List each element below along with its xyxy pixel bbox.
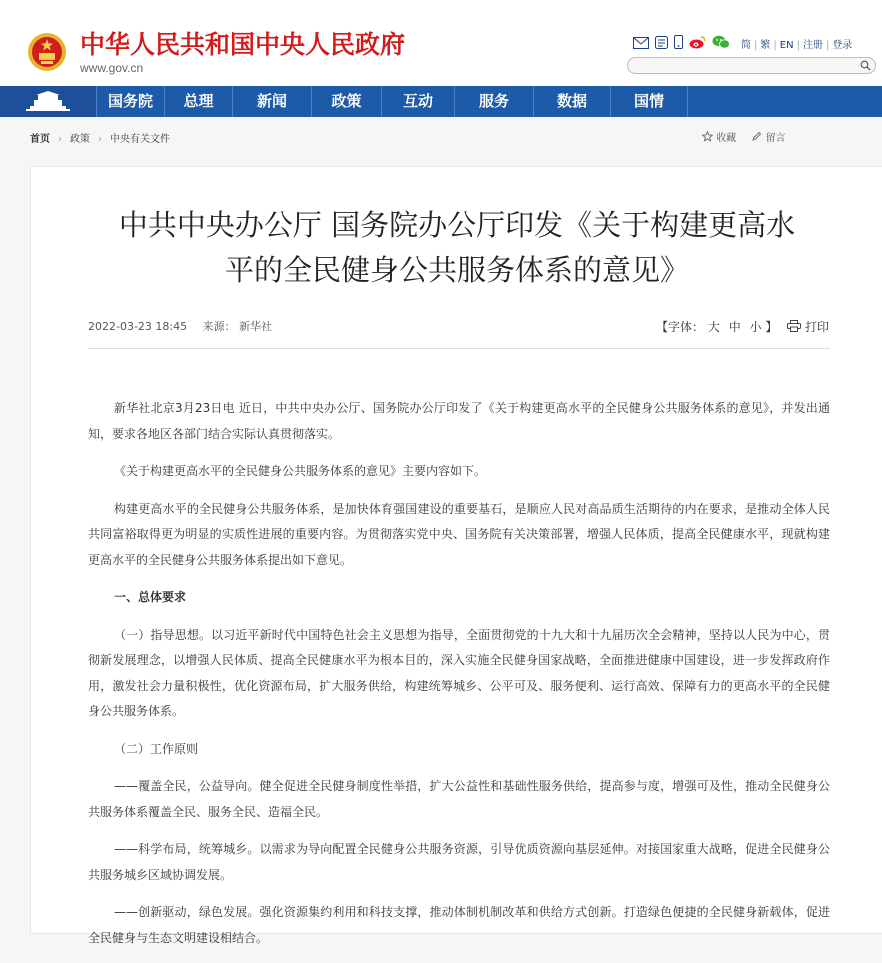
mail-icon[interactable] (633, 34, 649, 53)
nav-item-services[interactable]: 服务 (454, 86, 533, 117)
search-input[interactable] (627, 57, 876, 74)
home-nav-icon[interactable] (0, 86, 96, 117)
article-title-line-1: 中共中央办公厅 国务院办公厅印发《关于构建更高水 (118, 208, 796, 242)
site-title[interactable]: 中华人民共和国中央人民政府 (80, 30, 406, 59)
article-tools (656, 318, 829, 335)
nav-item-national-info[interactable]: 国情 (610, 86, 687, 117)
login-link[interactable]: 登录 (832, 40, 853, 51)
publish-date: 2022-03-23 18:45 (88, 320, 188, 333)
font-size-small-button[interactable]: 小 (749, 320, 762, 334)
simplified-chinese-link[interactable]: 简 (741, 40, 751, 51)
site-header (0, 0, 882, 86)
nav-item-data[interactable]: 数据 (533, 86, 610, 117)
article-container (30, 166, 882, 945)
nav-item-news[interactable]: 新闻 (232, 86, 311, 117)
font-size-medium-button[interactable]: 中 (728, 320, 741, 334)
language-links: 简 | 繁 | EN | 注册 | 登录 (741, 36, 852, 51)
section-heading: 一、总体要求 (114, 590, 187, 604)
breadcrumb-home[interactable]: 首页 (30, 134, 50, 145)
article-actions (702, 129, 786, 144)
register-link[interactable]: 注册 (802, 40, 823, 51)
traditional-chinese-link[interactable]: 繁 (760, 40, 771, 51)
star-icon (702, 131, 713, 142)
comment-label: 留言 (765, 133, 786, 144)
font-size-large-button[interactable]: 大 (707, 320, 720, 334)
meta-divider (88, 348, 830, 349)
paragraph: 新华社北京3月23日电 近日，中共中央办公厅、国务院办公厅印发了《关于构建更高水平的全民健身公共服务体系的意见》，并发出通知，要求各地区各部门结合实际认真贯彻落实。 (88, 401, 830, 441)
subsection-heading: （二）工作原则 (114, 741, 199, 756)
breadcrumb-policy[interactable]: 政策 (70, 134, 90, 145)
main-nav (0, 86, 882, 117)
wechat-icon[interactable] (712, 34, 730, 53)
english-link[interactable]: EN (779, 40, 794, 51)
article-title (31, 203, 882, 293)
paragraph: （一）指导思想。以习近平新时代中国特色社会主义思想为指导，全面贯彻党的十九大和十九届历次全会精神，坚持以人民为中心，贯彻新发展理念，以增强人民体质、提高全民健康水平为根本目的，深入实施全民健身国家战略，全面推进健康中国建设，进一步发挥政府作用，激发社会力量积极性，优化资源布局，扩大服务供给，构建统筹城乡、公平可及、服务便利、运行高效、保障有力的更高水平的全民健身公共服务体系。 (88, 627, 830, 718)
font-size-close-bracket: 】 (765, 320, 778, 334)
print-label: 打印 (805, 320, 830, 334)
nav-item-state-council[interactable]: 国务院 (96, 86, 164, 117)
breadcrumb (30, 130, 170, 145)
breadcrumb-separator: › (58, 134, 62, 145)
nav-item-premier[interactable]: 总理 (164, 86, 232, 117)
article-body (88, 396, 830, 963)
mobile-icon[interactable] (674, 34, 683, 53)
paragraph: 《关于构建更高水平的全民健身公共服务体系的意见》主要内容如下。 (114, 464, 487, 478)
paragraph: ——科学布局，统筹城乡。以需求为导向配置全民健身公共服务资源，引导优质资源向基层延伸。对接国家重大战略，促进全民健身公共服务城乡区域协调发展。 (88, 842, 830, 882)
nav-item-interaction[interactable]: 互动 (381, 86, 454, 117)
favorite-button[interactable] (702, 133, 739, 144)
breadcrumb-separator: › (98, 134, 102, 145)
favorite-label: 收藏 (716, 133, 737, 144)
national-emblem-icon[interactable] (27, 30, 67, 74)
search-icon[interactable] (860, 60, 871, 71)
utility-icons (633, 35, 730, 51)
nav-item-policy[interactable]: 政策 (311, 86, 381, 117)
breadcrumb-central-documents[interactable]: 中央有关文件 (110, 134, 170, 145)
rss-icon[interactable] (655, 34, 668, 53)
paragraph: ——创新驱动，绿色发展。强化资源集约利用和科技支撑，推动体制机制改革和供给方式创新。打造绿色便捷的全民健身新载体，促进全民健身与生态文明建设相结合。 (88, 905, 830, 945)
paragraph: ——覆盖全民，公益导向。健全促进全民健身制度性举措，扩大公益性和基础性服务供给，提高参与度，增强可及性，推动全民健身公共服务体系覆盖全民、服务全民、造福全民。 (88, 779, 830, 819)
print-button[interactable] (787, 320, 829, 334)
comment-button[interactable] (751, 133, 785, 144)
printer-icon (787, 320, 801, 332)
nav-divider (687, 86, 688, 117)
font-size-label: 【字体： (656, 320, 705, 334)
article-source: 来源： 新华社 (202, 320, 273, 333)
weibo-icon[interactable] (689, 34, 706, 53)
paragraph: 构建更高水平的全民健身公共服务体系，是加快体育强国建设的重要基石，是顺应人民对高品质生活期待的内在要求，是推动全体人民共同富裕取得更为明显的实质性进展的重要内容。为贯彻落实党中央、国务院有关决策部署，增强人民体质，提高全民健康水平，现就构建更高水平的全民健身公共服务体系提出如下意见。 (88, 501, 830, 567)
article-title-line-2: 平的全民健身公共服务体系的意见》 (224, 253, 689, 287)
site-url: www.gov.cn (80, 61, 144, 75)
pencil-icon (751, 131, 762, 142)
article-meta (88, 318, 272, 334)
